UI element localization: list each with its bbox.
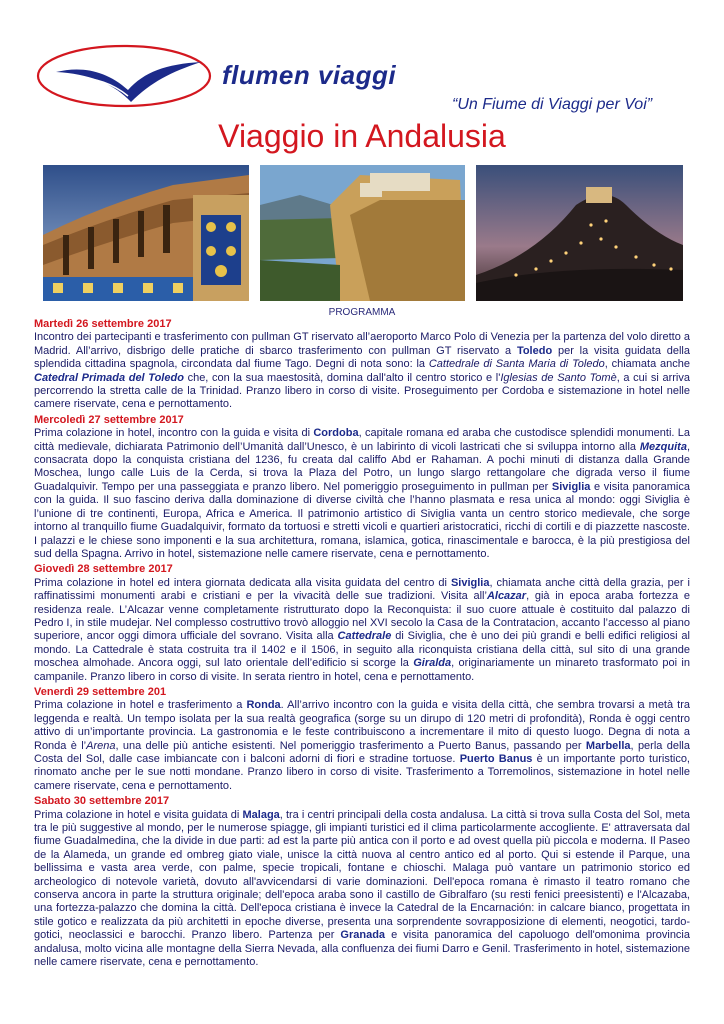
page-title: Viaggio in Andalusia	[218, 118, 506, 154]
day-heading: Sabato 30 settembre 2017	[34, 795, 170, 808]
photo-ronda	[260, 165, 465, 301]
brand-name: flumen viaggi	[222, 60, 397, 90]
day-heading: Giovedì 28 settembre 2017	[34, 563, 173, 576]
day-heading: Venerdì 29 settembre 201	[34, 685, 167, 698]
program-content	[34, 318, 690, 970]
day-heading: Mercoledì 27 settembre 2017	[34, 413, 184, 426]
day-description: Prima colazione in hotel e trasferimento a Ronda. All’arrivo incontro con la guida e visita della città, che sembra trovarsi a metà tra leggenda e realtà. Un tempo isolata per la sua realtà geografica (sorge su un dirupo di 120 metri di profondità), Ronda è oggi centro attivo di un’importante provincia. La gastronomia e le feste contribuiscono a incrementare il mito di questo luogo. Degna di nota a Ronda è l’Arena, una delle più antiche esistenti. Nel pomeriggio trasferimento a Puerto Banus, passando per Marbella, perla della Costa del Sol, dalle case imbiancate con i balconi adorni di fiori e stradine tortuose. Puerto Banus è un importante porto turistico, rinomato anche per le sue notti mondane. Pranzo libero in corso di visite. Trasferimento a Torremolinos, sistemazione in hotel nelle camere riservate, cena e pernottamento.	[34, 699, 690, 792]
program-label: PROGRAMMA	[328, 307, 396, 318]
photo-strip	[43, 165, 683, 301]
day-description: Prima colazione in hotel e visita guidata di Malaga, tra i centri principali della costa andalusa. La città si trova sulla Costa del Sol, meta tra le più suggestive al mondo, per le numerose spiagge, gli impianti turistici ed il clima particolarmente accogliente. E' attraversata dal fiume Guadalmedina, che la divide in due parti: ad est la parte più antica con il porto e ad ovest quella più piccola e moderna. Il Paseo de la Alameda, un grande ed ombreg giato viale, unisce la città nuova al centro antico ed al porto. Qui si estende il Parque, una bellissima e vasta area verde, con palme, specie tropicali, fontane e chioschi. Malaga può vantare un patrimonio storico ed archeologico di notevole varietà, dovuto all'avvicendarsi di varie dominazioni. Dell'epoca romana è rimasto il teatro romano che conserva ancora in parte la struttura originale; dell'epoca araba sono il castillo de Gibralfaro (su resti fenici preesistenti) e l'Alcazaba, una fortezza-palazzo che domina la città. Dell'epoca cristiana è invece la Catedral de la Encarnación: in calcare bianco, progettata in stile gotico e realizzata da più architetti in epoche diverse, presenta una sorprendente sovrapposizione di elementi, neogotici, tardo-gotici, neoclassici e barocchi. Pranzo libero. Partenza per Granada e visita panoramica del capoluogo dell'omonima provincia andalusa, molto vicina alle montagne della Sierra Nevada, alla confluenza dei fiumi Darro e Genil. Trasferimento in hotel, sistemazione nelle camere riservate, cena e pernottamento.	[34, 808, 690, 969]
day-description: Prima colazione in hotel ed intera giornata dedicata alla visita guidata del centro di Siviglia, chiamata anche città della grazia, per i raffinatissimi monumenti arabi e cristiani e per la vivacità delle sue tradizioni. Visita all’Alcazar, già in epoca araba fortezza e residenza reale. L’Alcazar venne completamente ristrutturato dopo la Reconquista: il suo cuore attuale è costituito dal palazzo di Pedro I, in stile mudejar. Nel complesso costruttivo trovò alloggio nel XVI secolo la Casa de la Contratacion, accanto l’accesso al piano superiore, ancor oggi dimora ufficiale del sovrano. Visita alla Cattedrale di Siviglia, che è uno dei più grandi e belli edifici religiosi al mondo. La Cattedrale è stata costruita tra il 1402 e il 1506, in seguito alla riconquista cristiana della città, sul sito di una grande moschea almohade. Ancora oggi, sul lato orientale dell’edificio si scorge la Giralda, originariamente un minareto trasformato poi in campanile. Pranzo libero in corso di visite. In serata rientro in hotel, cena e pernottamento.	[34, 576, 690, 683]
brand-motto: “Un Fiume di Viaggi per Voi”	[452, 96, 653, 113]
day-heading: Martedì 26 settembre 2017	[34, 318, 172, 330]
flumen-logo	[36, 42, 216, 112]
photo-plaza-espana	[43, 165, 249, 301]
day-description: Prima colazione in hotel, incontro con la guida e visita di Cordoba, capitale romana ed araba che custodisce splendidi monumenti. La città medievale, dichiarata Patrimonio dell’Umanità dall’Unesco, è un labirinto di vicoli lastricati che si sviluppa intorno alla Mezquita, consacrata dopo la conquista cristiana del 1236, fu creata dal califfo Abd er Rahaman. A pochi minuti di distanza dalla Grande Moschea, lungo calle Luis de la Cerda, si trova la Plaza del Potro, un lungo slargo rettangolare che digrada verso il fiume Guadalquivir. Tempo per una passeggiata e pranzo libero. Nel pomeriggio proseguimento in pullman per Siviglia e visita panoramica con la guida. Il suo fascino deriva dalla dominazione di diverse civiltà che l’hanno plasmata e resa unica al mondo: oggi Siviglia è l’unione di tre continenti, Europa, Africa e America. Il patrimonio artistico di Siviglia vanta un centro storico medievale, che sorge intorno al tranquillo fiume Guadalquivir, formato da tortuosi e stretti vicoli e quartieri aristocratici, ricchi di cortili e di piazzette nascoste. I palazzi e le chiese sono imponenti e la sua architettura, romana, islamica, gotica, rinascimentale e barocca, è la più prestigiosa del sud della Spagna. Arrivo in hotel, sistemazione nelle camere riservate, cena e pernottamento.	[34, 427, 691, 560]
logo-swoosh-icon	[36, 42, 216, 112]
day-description: Incontro dei partecipanti e trasferimento con pullman GT riservato all’aeroporto Marco Polo di Venezia per la partenza del volo diretto a Madrid. All’arrivo, disbrigo delle pratiche di sbarco trasferimento con pullman GT riservato a Toledo per la visita guidata della splendida cittadina spagnola, circondata dal fiume Tago. Degni di nota sono: la Cattedrale di Santa Maria di Toledo, chiamata anche Catedral Primada del Toledo che, con la sua maestosità, domina dall'alto il centro storico e l'Iglesias de Santo Tomè, a cui si arriva percorrendo la stretta calle de la Trinidad. Pranzo libero in corso di visite. Proseguimento per Cordoba e sistemazione in hotel nelle camere riservate, cena e pernottamento.	[34, 331, 691, 411]
photo-montefrio	[476, 165, 683, 301]
